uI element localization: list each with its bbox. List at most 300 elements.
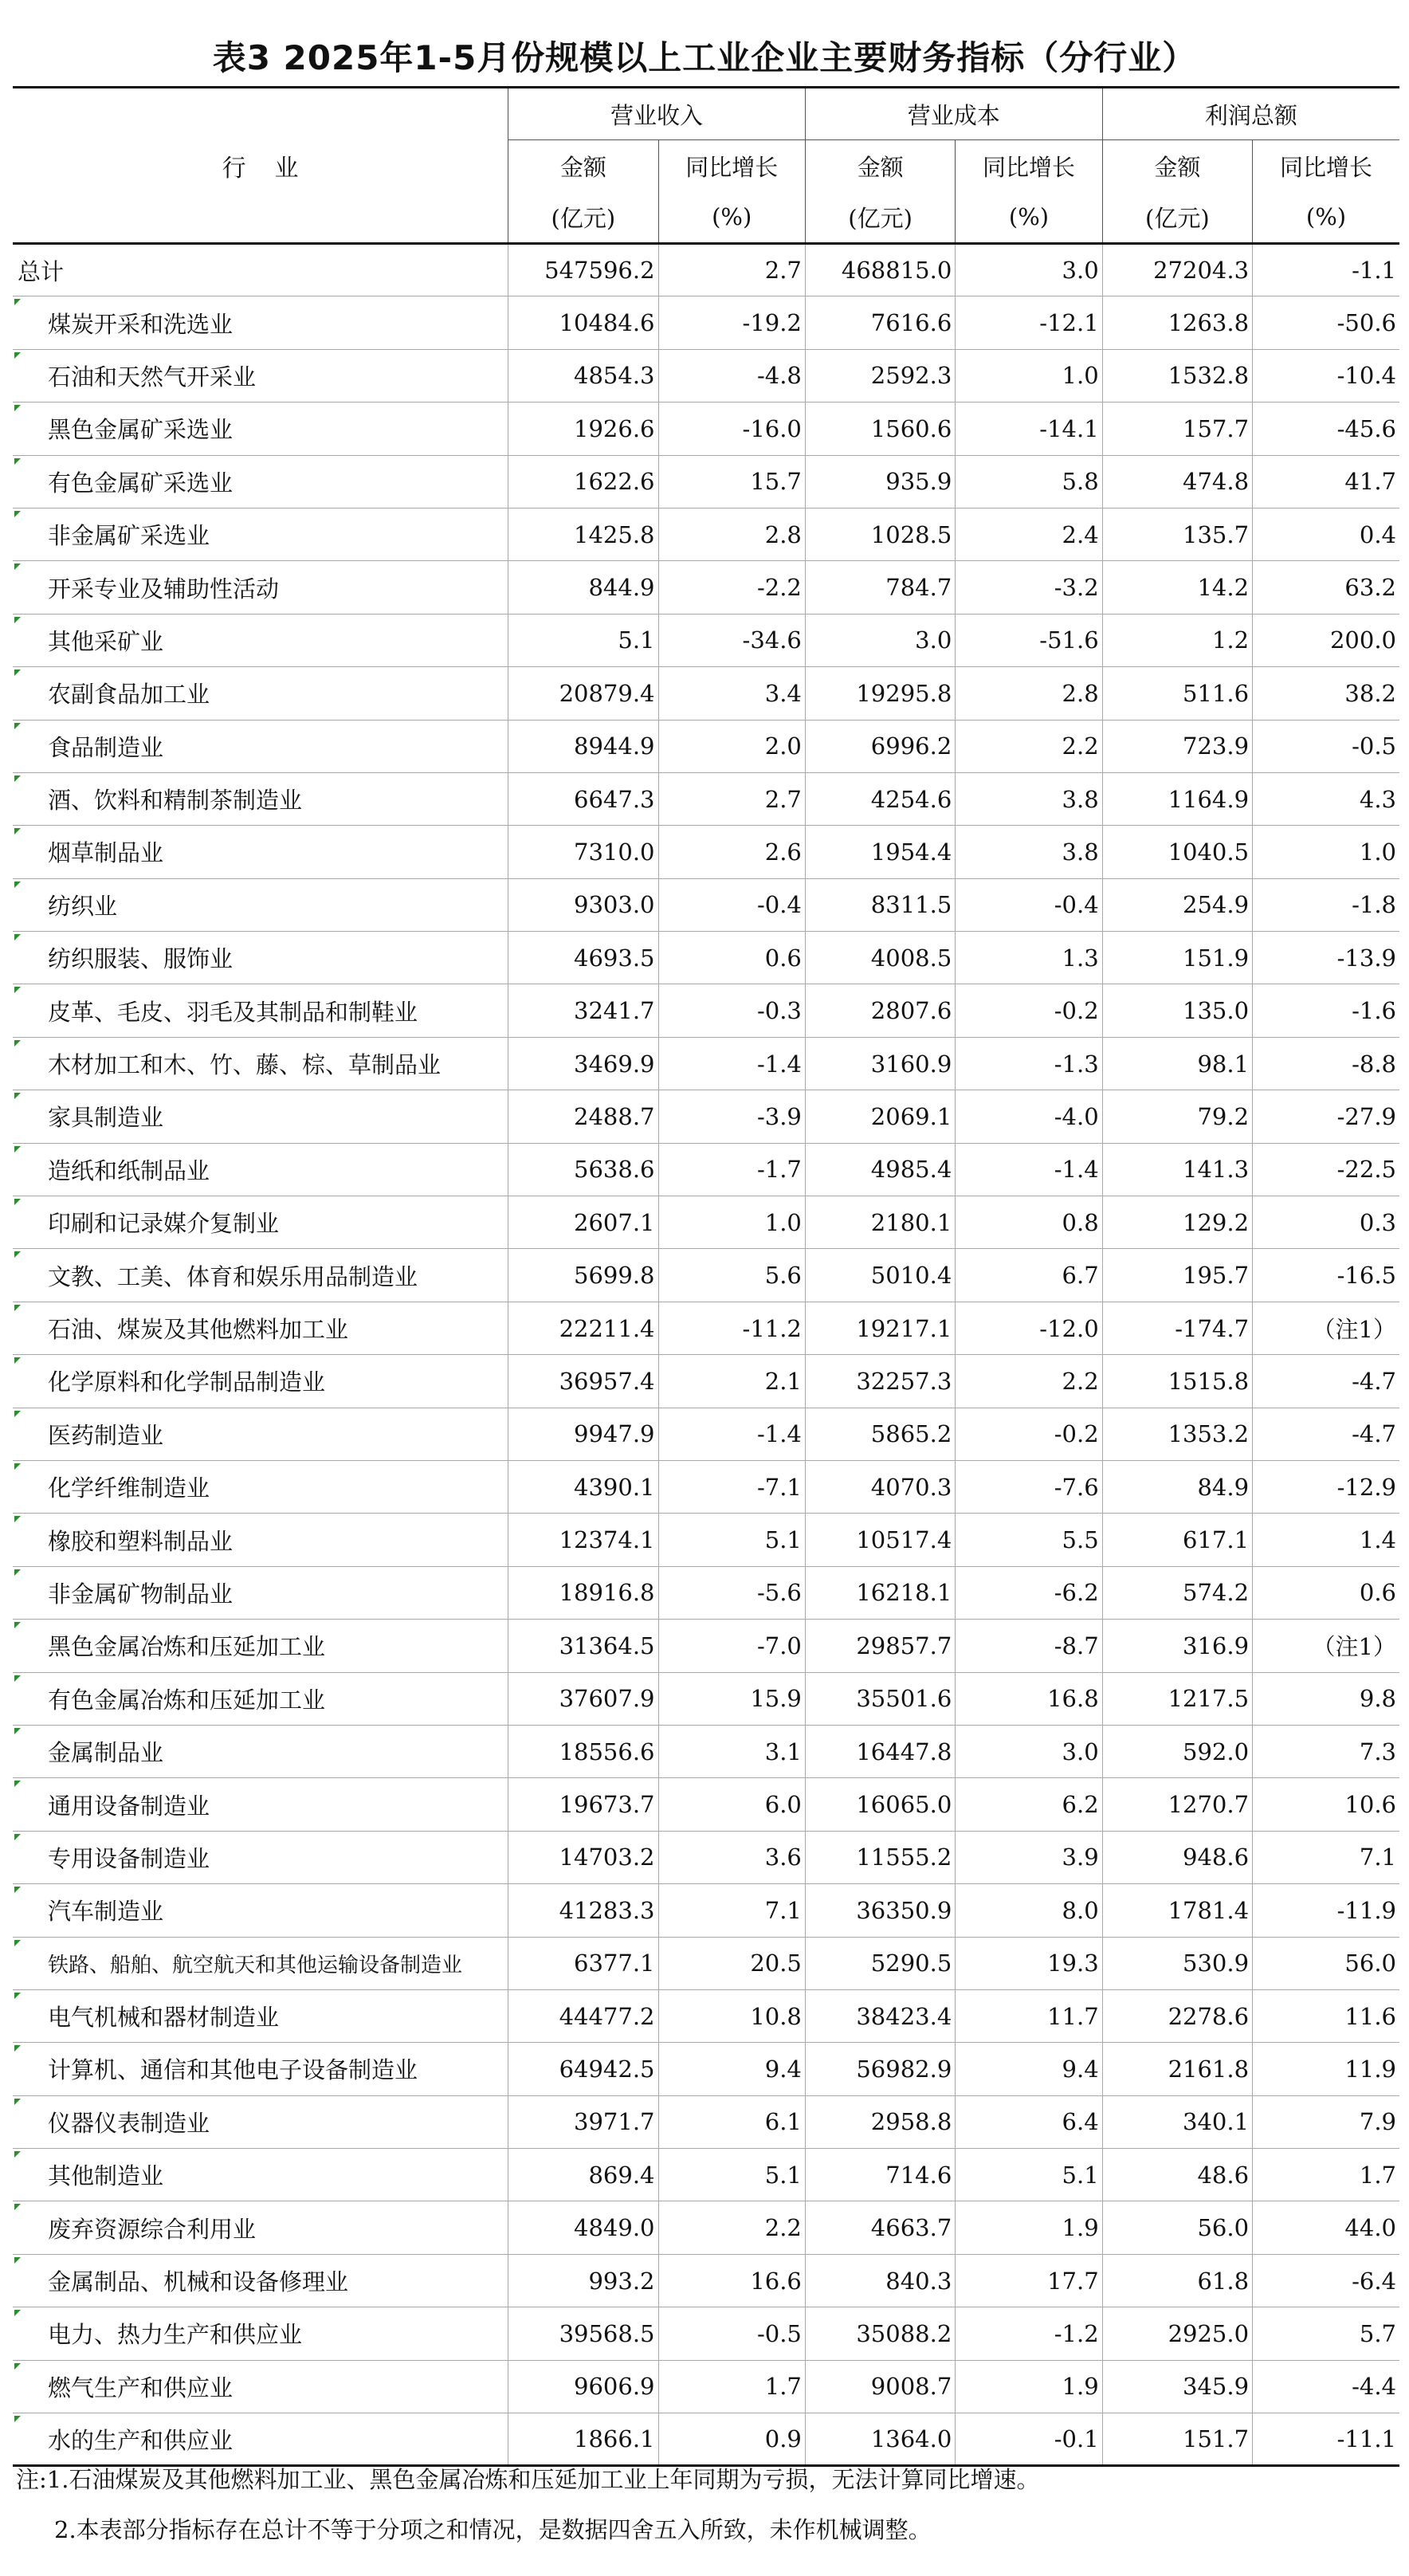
table-row <box>13 1143 1399 1196</box>
revenue-growth: 5.1 <box>658 2149 805 2201</box>
revenue-growth: 1.7 <box>658 2360 805 2413</box>
revenue-growth: 15.7 <box>658 455 805 508</box>
table-row <box>13 508 1399 560</box>
cost-growth: 8.0 <box>956 1884 1102 1937</box>
industry-name: 农副食品加工业 <box>13 667 508 720</box>
industry-name: 总计 <box>13 244 508 296</box>
profit-amount: 474.8 <box>1102 455 1252 508</box>
cost-growth-header: 同比增长 <box>956 140 1102 192</box>
revenue-growth: -5.6 <box>658 1566 805 1619</box>
profit-amount: 141.3 <box>1102 1143 1252 1196</box>
cost-amount: 468815.0 <box>805 244 955 296</box>
revenue-amount: 9606.9 <box>508 2360 658 2413</box>
cost-growth: 0.8 <box>956 1196 1102 1249</box>
industry-name: 水的生产和供应业 <box>13 2413 508 2466</box>
profit-growth: 11.9 <box>1253 2043 1399 2095</box>
cost-growth: 3.8 <box>956 826 1102 878</box>
profit-amount: 135.7 <box>1102 508 1252 560</box>
cost-growth: 3.9 <box>956 1831 1102 1883</box>
revenue-growth: -0.4 <box>658 878 805 931</box>
profit-amount: 340.1 <box>1102 2095 1252 2148</box>
revenue-amount: 869.4 <box>508 2149 658 2201</box>
revenue-amount: 1866.1 <box>508 2413 658 2466</box>
industry-name: 通用设备制造业 <box>13 1778 508 1831</box>
profit-amount: 157.7 <box>1102 402 1252 455</box>
cost-growth: -1.2 <box>956 2307 1102 2360</box>
profit-growth: -11.1 <box>1253 2413 1399 2466</box>
profit-amount: 1040.5 <box>1102 826 1252 878</box>
cost-amount: 1028.5 <box>805 508 955 560</box>
cost-amount: 1560.6 <box>805 402 955 455</box>
table-row <box>13 984 1399 1037</box>
revenue-growth: 5.1 <box>658 1514 805 1566</box>
cost-growth: -0.2 <box>956 1408 1102 1460</box>
cost-growth: 3.0 <box>956 244 1102 296</box>
cost-amount: 840.3 <box>805 2254 955 2307</box>
profit-amount: -174.7 <box>1102 1302 1252 1354</box>
industry-name: 专用设备制造业 <box>13 1831 508 1883</box>
revenue-amount: 41283.3 <box>508 1884 658 1937</box>
revenue-amount: 1622.6 <box>508 455 658 508</box>
industry-name: 医药制造业 <box>13 1408 508 1460</box>
profit-amount-header: 金额 <box>1102 140 1252 192</box>
revenue-amount-header: 金额 <box>508 140 658 192</box>
cost-amount: 784.7 <box>805 561 955 614</box>
table-row <box>13 1989 1399 2042</box>
cost-growth: 6.4 <box>956 2095 1102 2148</box>
cost-amount: 35088.2 <box>805 2307 955 2360</box>
industry-name: 石油、煤炭及其他燃料加工业 <box>13 1302 508 1354</box>
revenue-growth: -34.6 <box>658 614 805 666</box>
table-row <box>13 455 1399 508</box>
table-title: 表3 2025年1-5月份规模以上工业企业主要财务指标（分行业） <box>212 38 1197 77</box>
cost-amount: 3160.9 <box>805 1037 955 1090</box>
table-row <box>13 2307 1399 2360</box>
industry-name: 纺织服装、服饰业 <box>13 932 508 984</box>
revenue-amount: 9947.9 <box>508 1408 658 1460</box>
cost-amount: 1364.0 <box>805 2413 955 2466</box>
revenue-amount: 18556.6 <box>508 1725 658 1777</box>
revenue-amount: 10484.6 <box>508 296 658 349</box>
revenue-growth: -7.0 <box>658 1620 805 1672</box>
revenue-amount: 5.1 <box>508 614 658 666</box>
table-row <box>13 1249 1399 1302</box>
profit-amount: 27204.3 <box>1102 244 1252 296</box>
revenue-growth: 3.6 <box>658 1831 805 1883</box>
table-row-total <box>13 244 1399 296</box>
revenue-growth: -1.4 <box>658 1408 805 1460</box>
revenue-amount: 4854.3 <box>508 349 658 402</box>
cost-growth: -0.2 <box>956 984 1102 1037</box>
industry-name: 仪器仪表制造业 <box>13 2095 508 2148</box>
revenue-amount: 36957.4 <box>508 1355 658 1408</box>
revenue-growth: -4.8 <box>658 349 805 402</box>
table-row <box>13 826 1399 878</box>
revenue-growth: 10.8 <box>658 1989 805 2042</box>
revenue-amount: 12374.1 <box>508 1514 658 1566</box>
table-row <box>13 349 1399 402</box>
cost-growth: -14.1 <box>956 402 1102 455</box>
profit-amount: 79.2 <box>1102 1090 1252 1143</box>
revenue-growth: 20.5 <box>658 1937 805 1989</box>
profit-amount: 1270.7 <box>1102 1778 1252 1831</box>
revenue-growth-unit: (%) <box>658 191 805 244</box>
industry-name: 黑色金属冶炼和压延加工业 <box>13 1620 508 1672</box>
profit-amount: 2278.6 <box>1102 1989 1252 2042</box>
revenue-amount: 7310.0 <box>508 826 658 878</box>
cost-growth: 6.2 <box>956 1778 1102 1831</box>
cost-amount: 10517.4 <box>805 1514 955 1566</box>
revenue-growth: 9.4 <box>658 2043 805 2095</box>
revenue-amount: 6377.1 <box>508 1937 658 1989</box>
cost-amount: 2592.3 <box>805 349 955 402</box>
cost-amount: 35501.6 <box>805 1672 955 1725</box>
revenue-amount: 6647.3 <box>508 772 658 825</box>
table-row <box>13 1566 1399 1619</box>
revenue-amount: 4849.0 <box>508 2201 658 2254</box>
table-row <box>13 2043 1399 2095</box>
profit-header: 利润总额 <box>1102 88 1399 140</box>
cost-amount: 714.6 <box>805 2149 955 2201</box>
profit-growth: 1.0 <box>1253 826 1399 878</box>
cost-amount: 4663.7 <box>805 2201 955 2254</box>
profit-growth: -4.4 <box>1253 2360 1399 2413</box>
cost-growth: 3.0 <box>956 1725 1102 1777</box>
profit-amount: 617.1 <box>1102 1514 1252 1566</box>
table-row <box>13 296 1399 349</box>
profit-amount-unit: (亿元) <box>1102 191 1252 244</box>
revenue-growth: 6.0 <box>658 1778 805 1831</box>
cost-amount-header: 金额 <box>805 140 955 192</box>
cost-growth: 2.4 <box>956 508 1102 560</box>
profit-growth: -45.6 <box>1253 402 1399 455</box>
profit-growth: 7.3 <box>1253 1725 1399 1777</box>
cost-amount: 29857.7 <box>805 1620 955 1672</box>
cost-amount: 4008.5 <box>805 932 955 984</box>
cost-growth: 5.5 <box>956 1514 1102 1566</box>
profit-amount: 316.9 <box>1102 1620 1252 1672</box>
revenue-growth: 0.9 <box>658 2413 805 2466</box>
profit-amount: 151.7 <box>1102 2413 1252 2466</box>
profit-amount: 98.1 <box>1102 1037 1252 1090</box>
profit-growth: 200.0 <box>1253 614 1399 666</box>
notes <box>16 2455 1395 2555</box>
cost-amount: 16447.8 <box>805 1725 955 1777</box>
cost-growth: 2.8 <box>956 667 1102 720</box>
revenue-amount: 18916.8 <box>508 1566 658 1619</box>
revenue-growth: -11.2 <box>658 1302 805 1354</box>
cost-amount: 9008.7 <box>805 2360 955 2413</box>
revenue-growth: 1.0 <box>658 1196 805 1249</box>
profit-growth: 56.0 <box>1253 1937 1399 1989</box>
cost-amount: 19217.1 <box>805 1302 955 1354</box>
revenue-growth: -1.7 <box>658 1143 805 1196</box>
profit-amount: 151.9 <box>1102 932 1252 984</box>
revenue-amount: 22211.4 <box>508 1302 658 1354</box>
cost-growth: 1.3 <box>956 932 1102 984</box>
industry-name: 橡胶和塑料制品业 <box>13 1514 508 1566</box>
cost-growth: -3.2 <box>956 561 1102 614</box>
financial-indicators-table <box>13 86 1399 2467</box>
revenue-amount: 20879.4 <box>508 667 658 720</box>
cost-amount: 2807.6 <box>805 984 955 1037</box>
industry-name: 煤炭开采和洗选业 <box>13 296 508 349</box>
revenue-amount: 8944.9 <box>508 720 658 772</box>
table-row <box>13 772 1399 825</box>
revenue-amount: 14703.2 <box>508 1831 658 1883</box>
profit-growth: -8.8 <box>1253 1037 1399 1090</box>
table-row <box>13 1460 1399 1513</box>
cost-growth: -12.1 <box>956 296 1102 349</box>
industry-name: 非金属矿物制品业 <box>13 1566 508 1619</box>
cost-growth: 19.3 <box>956 1937 1102 1989</box>
profit-growth: 10.6 <box>1253 1778 1399 1831</box>
table-row <box>13 1831 1399 1883</box>
profit-amount: 56.0 <box>1102 2201 1252 2254</box>
cost-amount-unit: (亿元) <box>805 191 955 244</box>
profit-amount: 254.9 <box>1102 878 1252 931</box>
table-row <box>13 932 1399 984</box>
revenue-amount: 844.9 <box>508 561 658 614</box>
industry-name: 燃气生产和供应业 <box>13 2360 508 2413</box>
revenue-growth: 2.0 <box>658 720 805 772</box>
profit-amount: 530.9 <box>1102 1937 1252 1989</box>
cost-growth: -4.0 <box>956 1090 1102 1143</box>
cost-amount: 32257.3 <box>805 1355 955 1408</box>
revenue-amount: 1425.8 <box>508 508 658 560</box>
profit-amount: 2925.0 <box>1102 2307 1252 2360</box>
profit-growth: -0.5 <box>1253 720 1399 772</box>
revenue-amount: 2607.1 <box>508 1196 658 1249</box>
cost-amount: 19295.8 <box>805 667 955 720</box>
table-row <box>13 1884 1399 1937</box>
cost-amount: 16218.1 <box>805 1566 955 1619</box>
revenue-header: 营业收入 <box>508 88 806 140</box>
industry-name: 电气机械和器材制造业 <box>13 1989 508 2042</box>
revenue-growth: 16.6 <box>658 2254 805 2307</box>
profit-growth: -16.5 <box>1253 1249 1399 1302</box>
profit-growth: -1.1 <box>1253 244 1399 296</box>
industry-name: 计算机、通信和其他电子设备制造业 <box>13 2043 508 2095</box>
revenue-amount: 44477.2 <box>508 1989 658 2042</box>
revenue-growth-header: 同比增长 <box>658 140 805 192</box>
cost-growth: 9.4 <box>956 2043 1102 2095</box>
cost-growth: -12.0 <box>956 1302 1102 1354</box>
profit-growth: -4.7 <box>1253 1355 1399 1408</box>
profit-growth: -10.4 <box>1253 349 1399 402</box>
revenue-amount: 1926.6 <box>508 402 658 455</box>
revenue-amount: 3971.7 <box>508 2095 658 2148</box>
cost-amount: 8311.5 <box>805 878 955 931</box>
profit-growth: （注1） <box>1253 1302 1399 1354</box>
revenue-growth: 3.1 <box>658 1725 805 1777</box>
cost-amount: 4254.6 <box>805 772 955 825</box>
revenue-amount: 19673.7 <box>508 1778 658 1831</box>
revenue-growth: 2.6 <box>658 826 805 878</box>
profit-amount: 1164.9 <box>1102 772 1252 825</box>
revenue-growth: 0.6 <box>658 932 805 984</box>
profit-growth: -1.8 <box>1253 878 1399 931</box>
profit-growth: 7.1 <box>1253 1831 1399 1883</box>
cost-growth: 11.7 <box>956 1989 1102 2042</box>
profit-growth: -11.9 <box>1253 1884 1399 1937</box>
profit-amount: 2161.8 <box>1102 2043 1252 2095</box>
cost-amount: 2958.8 <box>805 2095 955 2148</box>
profit-growth: 11.6 <box>1253 1989 1399 2042</box>
revenue-growth: 2.8 <box>658 508 805 560</box>
table-row <box>13 1778 1399 1831</box>
profit-amount: 1532.8 <box>1102 349 1252 402</box>
profit-growth: 5.7 <box>1253 2307 1399 2360</box>
profit-amount: 48.6 <box>1102 2149 1252 2201</box>
cost-amount: 7616.6 <box>805 296 955 349</box>
revenue-growth: 15.9 <box>658 1672 805 1725</box>
revenue-amount: 993.2 <box>508 2254 658 2307</box>
profit-growth: 4.3 <box>1253 772 1399 825</box>
profit-growth: -1.6 <box>1253 984 1399 1037</box>
profit-growth: 63.2 <box>1253 561 1399 614</box>
profit-growth-unit: (%) <box>1253 191 1399 244</box>
profit-amount: 574.2 <box>1102 1566 1252 1619</box>
industry-name: 非金属矿采选业 <box>13 508 508 560</box>
cost-growth: -1.4 <box>956 1143 1102 1196</box>
cost-amount: 38423.4 <box>805 1989 955 2042</box>
revenue-growth: -19.2 <box>658 296 805 349</box>
revenue-amount: 4693.5 <box>508 932 658 984</box>
industry-name: 汽车制造业 <box>13 1884 508 1937</box>
profit-growth: -12.9 <box>1253 1460 1399 1513</box>
table-row <box>13 1196 1399 1249</box>
industry-name: 印刷和记录媒介复制业 <box>13 1196 508 1249</box>
revenue-amount: 64942.5 <box>508 2043 658 2095</box>
industry-name: 化学纤维制造业 <box>13 1460 508 1513</box>
revenue-growth: 2.1 <box>658 1355 805 1408</box>
revenue-amount: 2488.7 <box>508 1090 658 1143</box>
profit-growth: 0.6 <box>1253 1566 1399 1619</box>
table-row <box>13 1725 1399 1777</box>
profit-growth: 9.8 <box>1253 1672 1399 1725</box>
industry-name: 石油和天然气开采业 <box>13 349 508 402</box>
cost-amount: 36350.9 <box>805 1884 955 1937</box>
cost-growth: 2.2 <box>956 720 1102 772</box>
cost-amount: 4070.3 <box>805 1460 955 1513</box>
cost-growth: -8.7 <box>956 1620 1102 1672</box>
industry-name: 有色金属矿采选业 <box>13 455 508 508</box>
profit-growth: -27.9 <box>1253 1090 1399 1143</box>
table-row <box>13 667 1399 720</box>
cost-amount: 3.0 <box>805 614 955 666</box>
cost-growth: 1.9 <box>956 2201 1102 2254</box>
cost-growth: 1.0 <box>956 349 1102 402</box>
profit-amount: 345.9 <box>1102 2360 1252 2413</box>
profit-amount: 1217.5 <box>1102 1672 1252 1725</box>
table-row <box>13 561 1399 614</box>
cost-amount: 2069.1 <box>805 1090 955 1143</box>
cost-amount: 11555.2 <box>805 1831 955 1883</box>
revenue-amount: 5638.6 <box>508 1143 658 1196</box>
cost-growth: 5.8 <box>956 455 1102 508</box>
profit-growth: 1.4 <box>1253 1514 1399 1566</box>
profit-amount: 1781.4 <box>1102 1884 1252 1937</box>
table-row <box>13 2201 1399 2254</box>
profit-amount: 135.0 <box>1102 984 1252 1037</box>
industry-name: 家具制造业 <box>13 1090 508 1143</box>
cost-amount: 6996.2 <box>805 720 955 772</box>
revenue-growth: -0.3 <box>658 984 805 1037</box>
profit-growth: -4.7 <box>1253 1408 1399 1460</box>
industry-name: 烟草制品业 <box>13 826 508 878</box>
revenue-amount: 3469.9 <box>508 1037 658 1090</box>
revenue-amount: 4390.1 <box>508 1460 658 1513</box>
cost-growth: -51.6 <box>956 614 1102 666</box>
cost-growth: -1.3 <box>956 1037 1102 1090</box>
table-row <box>13 720 1399 772</box>
profit-amount: 195.7 <box>1102 1249 1252 1302</box>
revenue-growth: -3.9 <box>658 1090 805 1143</box>
cost-growth: 6.7 <box>956 1249 1102 1302</box>
revenue-growth: 2.7 <box>658 772 805 825</box>
cost-amount: 56982.9 <box>805 2043 955 2095</box>
cost-amount: 16065.0 <box>805 1778 955 1831</box>
revenue-amount: 31364.5 <box>508 1620 658 1672</box>
cost-growth: 5.1 <box>956 2149 1102 2201</box>
cost-growth: 1.9 <box>956 2360 1102 2413</box>
revenue-growth: 6.1 <box>658 2095 805 2148</box>
industry-name: 铁路、船舶、航空航天和其他运输设备制造业 <box>13 1937 508 1989</box>
industry-name: 废弃资源综合利用业 <box>13 2201 508 2254</box>
profit-growth: -13.9 <box>1253 932 1399 984</box>
industry-name: 酒、饮料和精制茶制造业 <box>13 772 508 825</box>
cost-growth: -0.4 <box>956 878 1102 931</box>
revenue-amount: 9303.0 <box>508 878 658 931</box>
industry-name: 化学原料和化学制品制造业 <box>13 1355 508 1408</box>
table-body <box>13 244 1399 2466</box>
revenue-amount: 5699.8 <box>508 1249 658 1302</box>
revenue-growth: -7.1 <box>658 1460 805 1513</box>
table-row <box>13 2360 1399 2413</box>
profit-growth: 1.7 <box>1253 2149 1399 2201</box>
industry-name: 食品制造业 <box>13 720 508 772</box>
industry-name: 皮革、毛皮、羽毛及其制品和制鞋业 <box>13 984 508 1037</box>
cost-growth-unit: (%) <box>956 191 1102 244</box>
table-row <box>13 1037 1399 1090</box>
table-row <box>13 1672 1399 1725</box>
industry-name: 文教、工美、体育和娱乐用品制造业 <box>13 1249 508 1302</box>
revenue-growth: 2.7 <box>658 244 805 296</box>
industry-name: 木材加工和木、竹、藤、棕、草制品业 <box>13 1037 508 1090</box>
cost-amount: 1954.4 <box>805 826 955 878</box>
table-row <box>13 878 1399 931</box>
industry-name: 金属制品业 <box>13 1725 508 1777</box>
cost-growth: 2.2 <box>956 1355 1102 1408</box>
table-row <box>13 2149 1399 2201</box>
profit-growth: -6.4 <box>1253 2254 1399 2307</box>
industry-name: 其他采矿业 <box>13 614 508 666</box>
cost-amount: 5290.5 <box>805 1937 955 1989</box>
revenue-growth: -1.4 <box>658 1037 805 1090</box>
profit-growth: 41.7 <box>1253 455 1399 508</box>
profit-growth: 0.4 <box>1253 508 1399 560</box>
revenue-growth: 5.6 <box>658 1249 805 1302</box>
cost-amount: 4985.4 <box>805 1143 955 1196</box>
cost-amount: 2180.1 <box>805 1196 955 1249</box>
profit-growth: -50.6 <box>1253 296 1399 349</box>
profit-growth: 44.0 <box>1253 2201 1399 2254</box>
industry-name: 金属制品、机械和设备修理业 <box>13 2254 508 2307</box>
profit-amount: 511.6 <box>1102 667 1252 720</box>
industry-name: 黑色金属矿采选业 <box>13 402 508 455</box>
industry-name: 开采专业及辅助性活动 <box>13 561 508 614</box>
